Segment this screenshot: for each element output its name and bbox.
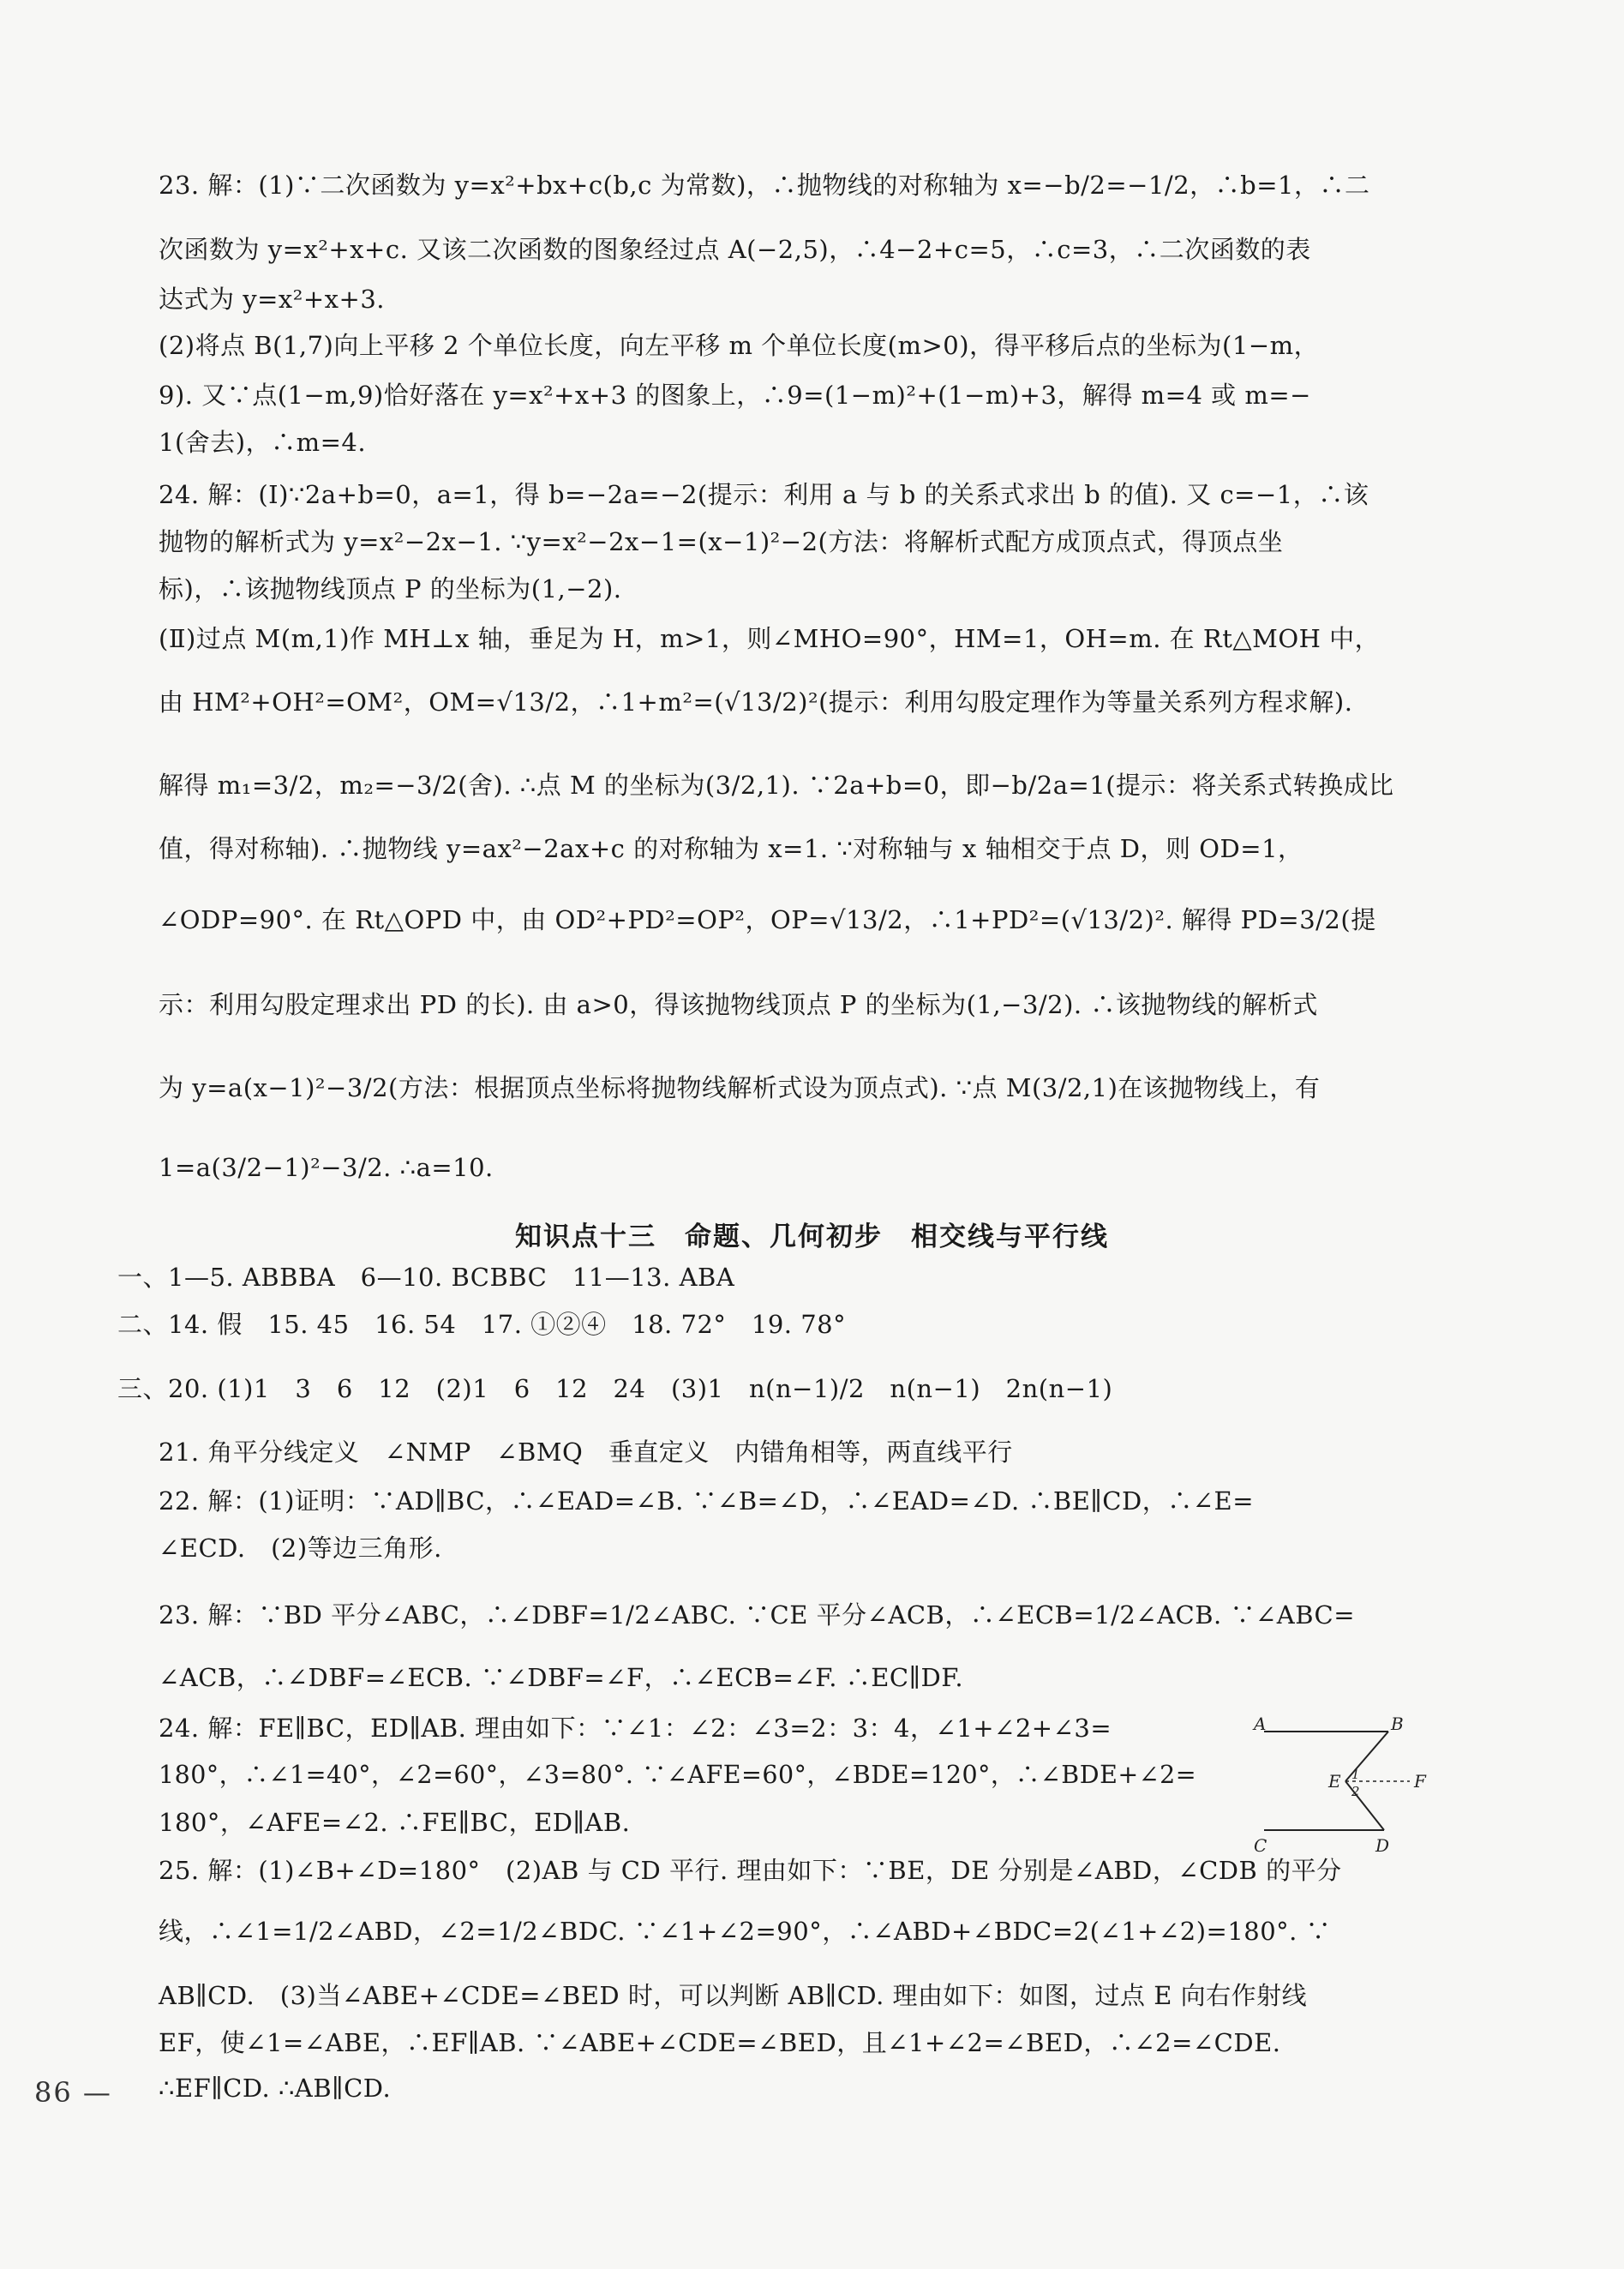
text-line: ∴EF∥CD. ∴AB∥CD. bbox=[159, 2074, 392, 2103]
text-line: 24. 解：FE∥BC，ED∥AB. 理由如下：∵∠1：∠2：∠3=2：3：4，∠1+∠2+∠3= bbox=[159, 1714, 1112, 1743]
text-line: ∠ODP=90°. 在 Rt△OPD 中，由 OD²+PD²=OP²，OP=√13/2，∴1+PD²=(√13/2)². 解得 PD=3/2(提 bbox=[159, 905, 1376, 934]
text-line: AB∥CD. (3)当∠ABE+∠CDE=∠BED 时，可以判断 AB∥CD. 理由如下：如图，过点 E 向右作射线 bbox=[159, 1981, 1308, 2010]
text-line: 为 y=a(x−1)²−3/2(方法：根据顶点坐标将抛物线解析式设为顶点式). ∵点 M(3/2,1)在该抛物线上，有 bbox=[159, 1073, 1321, 1102]
text-line: 次函数为 y=x²+x+c. 又该二次函数的图象经过点 A(−2,5)，∴4−2+c=5，∴c=3，∴二次函数的表 bbox=[159, 235, 1311, 264]
answer-line: 二、14. 假 15. 45 16. 54 17. ①②④ 18. 72° 19. 78° bbox=[117, 1310, 847, 1339]
text-line: 180°，∴∠1=40°，∠2=60°，∠3=80°. ∵∠AFE=60°，∠BDE=120°，∴∠BDE+∠2= bbox=[159, 1761, 1197, 1789]
text-line: 22. 解：(1)证明：∵AD∥BC，∴∠EAD=∠B. ∵∠B=∠D，∴∠EAD=∠D. ∴BE∥CD，∴∠E= bbox=[159, 1486, 1255, 1516]
label-d: D bbox=[1375, 1835, 1390, 1856]
label-b: B bbox=[1391, 1714, 1404, 1734]
page-number: 86 — bbox=[34, 2076, 112, 2109]
answer-line: 三、20. (1)1 3 6 12 (2)1 6 12 24 (3)1 n(n−1)/2 n(n−1) 2n(n−1) bbox=[117, 1374, 1113, 1403]
text-line: EF，使∠1=∠ABE，∴EF∥AB. ∵∠ABE+∠CDE=∠BED，且∠1+∠2=∠BED，∴∠2=∠CDE. bbox=[159, 2028, 1281, 2057]
label-a: A bbox=[1254, 1714, 1267, 1734]
section-title: 知识点十三 命题、几何初步 相交线与平行线 bbox=[515, 1222, 1109, 1252]
text-line: 21. 角平分线定义 ∠NMP ∠BMQ 垂直定义 内错角相等，两直线平行 bbox=[159, 1438, 1013, 1467]
text-line: 23. 解：(1)∵二次函数为 y=x²+bx+c(b,c 为常数)，∴抛物线的对称轴为 x=−b/2=−1/2，∴b=1，∴二 bbox=[159, 171, 1370, 200]
label-angle-2: 2 bbox=[1351, 1784, 1360, 1799]
text-line: ∠ACB，∴∠DBF=∠ECB. ∵∠DBF=∠F，∴∠ECB=∠F. ∴EC∥DF. bbox=[159, 1663, 964, 1692]
label-c: C bbox=[1254, 1835, 1267, 1856]
text-line: 1(舍去)，∴m=4. bbox=[159, 428, 367, 457]
label-angle-1: 1 bbox=[1351, 1767, 1360, 1782]
text-line: 1=a(3/2−1)²−3/2. ∴a=10. bbox=[159, 1153, 494, 1182]
geometry-figure bbox=[1247, 1714, 1444, 1860]
text-line: (2)将点 B(1,7)向上平移 2 个单位长度，向左平移 m 个单位长度(m>0)，得平移后点的坐标为(1−m， bbox=[159, 331, 1320, 360]
text-line: 达式为 y=x²+x+3. bbox=[159, 285, 386, 314]
text-line: ∠ECD. (2)等边三角形. bbox=[159, 1534, 442, 1563]
text-line: (Ⅱ)过点 M(m,1)作 MH⊥x 轴，垂足为 H，m>1，则∠MHO=90°，HM=1，OH=m. 在 Rt△MOH 中， bbox=[159, 624, 1381, 653]
text-line: 解得 m₁=3/2，m₂=−3/2(舍). ∴点 M 的坐标为(3/2,1). ∵2a+b=0，即−b/2a=1(提示：将关系式转换成比 bbox=[159, 771, 1394, 800]
text-line: 值，得对称轴). ∴抛物线 y=ax²−2ax+c 的对称轴为 x=1. ∵对称轴与 x 轴相交于点 D，则 OD=1， bbox=[159, 834, 1303, 863]
text-line: 25. 解：(1)∠B+∠D=180° (2)AB 与 CD 平行. 理由如下：∵BE，DE 分别是∠ABD，∠CDB 的平分 bbox=[159, 1856, 1342, 1885]
text-line: 180°，∠AFE=∠2. ∴FE∥BC，ED∥AB. bbox=[159, 1808, 631, 1837]
label-e: E bbox=[1328, 1771, 1341, 1792]
answer-line: 一、1—5. ABBBA 6—10. BCBBC 11—13. ABA bbox=[117, 1263, 735, 1292]
text-line: 线，∴∠1=1/2∠ABD，∠2=1/2∠BDC. ∵∠1+∠2=90°，∴∠ABD+∠BDC=2(∠1+∠2)=180°. ∵ bbox=[159, 1917, 1332, 1946]
text-line: 24. 解：(Ⅰ)∵2a+b=0，a=1，得 b=−2a=−2(提示：利用 a 与 b 的关系式求出 b 的值). 又 c=−1，∴该 bbox=[159, 480, 1369, 509]
text-line: 9). 又∵点(1−m,9)恰好落在 y=x²+x+3 的图象上，∴9=(1−m)²+(1−m)+3，解得 m=4 或 m=− bbox=[159, 381, 1311, 410]
text-line: 抛物的解析式为 y=x²−2x−1. ∵y=x²−2x−1=(x−1)²−2(方法：将解析式配方成顶点式，得顶点坐 bbox=[159, 527, 1284, 556]
text-line: 标)，∴该抛物线顶点 P 的坐标为(1,−2). bbox=[159, 574, 622, 603]
label-f: F bbox=[1414, 1771, 1426, 1792]
text-line: 23. 解：∵BD 平分∠ABC，∴∠DBF=1/2∠ABC. ∵CE 平分∠ACB，∴∠ECB=1/2∠ACB. ∵∠ABC= bbox=[159, 1600, 1356, 1630]
text-line: 示：利用勾股定理求出 PD 的长). 由 a>0，得该抛物线顶点 P 的坐标为(1,−3/2). ∴该抛物线的解析式 bbox=[159, 990, 1318, 1019]
text-line: 由 HM²+OH²=OM²，OM=√13/2，∴1+m²=(√13/2)²(提示：利用勾股定理作为等量关系列方程求解). bbox=[159, 687, 1353, 717]
